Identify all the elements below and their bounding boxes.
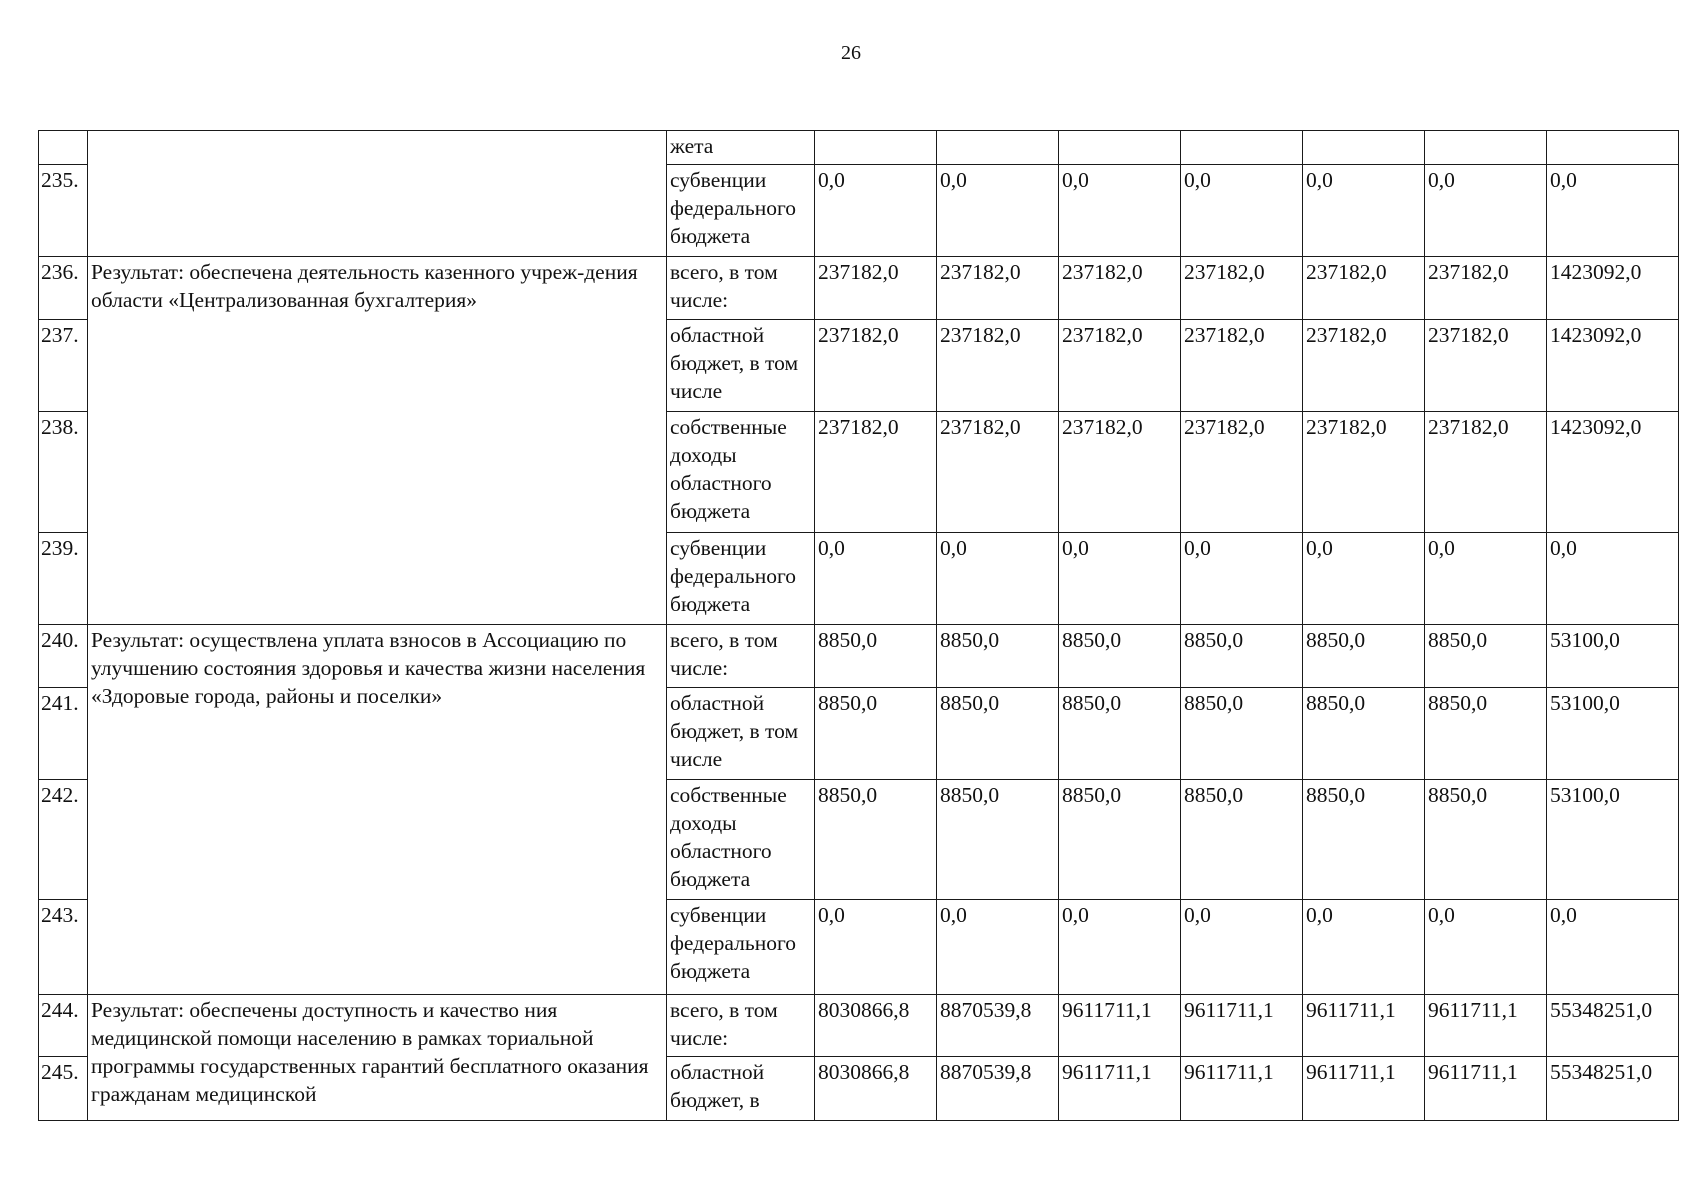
funding-source: областной бюджет, в том числе bbox=[667, 688, 815, 780]
value-cell: 237182,0 bbox=[1059, 257, 1181, 320]
value-cell: 8850,0 bbox=[1181, 625, 1303, 688]
value-cell: 0,0 bbox=[1425, 165, 1547, 257]
value-cell: 9611711,1 bbox=[1181, 995, 1303, 1057]
value-cell: 9611711,1 bbox=[1303, 995, 1425, 1057]
value-cell: 0,0 bbox=[1181, 900, 1303, 995]
value-cell: 53100,0 bbox=[1547, 688, 1679, 780]
value-cell: 237182,0 bbox=[1425, 320, 1547, 412]
funding-source: всего, в том числе: bbox=[667, 625, 815, 688]
value-cell: 0,0 bbox=[1181, 165, 1303, 257]
table-row bbox=[39, 257, 1679, 320]
value-cell: 237182,0 bbox=[1425, 412, 1547, 533]
value-cell: 237182,0 bbox=[937, 257, 1059, 320]
row-number: 243. bbox=[39, 900, 88, 995]
value-cell: 237182,0 bbox=[1059, 412, 1181, 533]
funding-source: областной бюджет, в том числе bbox=[667, 320, 815, 412]
budget-table bbox=[38, 130, 1679, 1121]
value-cell: 8850,0 bbox=[1181, 688, 1303, 780]
value-cell: 237182,0 bbox=[1181, 257, 1303, 320]
value-cell: 8850,0 bbox=[1059, 625, 1181, 688]
value-cell: 0,0 bbox=[937, 165, 1059, 257]
value-cell: 0,0 bbox=[1425, 900, 1547, 995]
value-cell: 237182,0 bbox=[1059, 320, 1181, 412]
funding-source: областной бюджет, в bbox=[667, 1057, 815, 1121]
value-cell: 0,0 bbox=[1303, 900, 1425, 995]
value-cell: 237182,0 bbox=[1425, 257, 1547, 320]
value-cell: 8850,0 bbox=[1425, 625, 1547, 688]
result-description: Результат: обеспечены доступность и качество ния медицинской помощи населению в рамках ториальной программы государственных гарантий бесплатного оказания гражданам медицинской bbox=[88, 995, 667, 1121]
value-cell: 8870539,8 bbox=[937, 995, 1059, 1057]
value-cell: 8850,0 bbox=[815, 688, 937, 780]
row-number bbox=[39, 131, 88, 165]
value-cell: 0,0 bbox=[1181, 533, 1303, 625]
value-cell: 8850,0 bbox=[1425, 688, 1547, 780]
result-description: Результат: осуществлена уплата взносов в Ассоциацию по улучшению состояния здоровья и качества жизни населения «Здоровые города, районы и поселки» bbox=[88, 625, 667, 995]
result-description: Результат: обеспечена деятельность казенного учреж-дения области «Централизованная бухгалтерия» bbox=[88, 257, 667, 625]
value-cell bbox=[937, 131, 1059, 165]
result-description bbox=[88, 131, 667, 257]
funding-source: субвенции федерального бюджета bbox=[667, 900, 815, 995]
value-cell bbox=[815, 131, 937, 165]
funding-source: всего, в том числе: bbox=[667, 995, 815, 1057]
row-number: 239. bbox=[39, 533, 88, 625]
value-cell: 8850,0 bbox=[1303, 780, 1425, 900]
funding-source: субвенции федерального бюджета bbox=[667, 533, 815, 625]
value-cell: 0,0 bbox=[1547, 533, 1679, 625]
value-cell: 9611711,1 bbox=[1425, 1057, 1547, 1121]
value-cell: 237182,0 bbox=[1181, 320, 1303, 412]
value-cell: 9611711,1 bbox=[1425, 995, 1547, 1057]
row-number: 235. bbox=[39, 165, 88, 257]
value-cell: 0,0 bbox=[1425, 533, 1547, 625]
value-cell: 237182,0 bbox=[815, 412, 937, 533]
value-cell: 237182,0 bbox=[1181, 412, 1303, 533]
value-cell: 8850,0 bbox=[1059, 780, 1181, 900]
value-cell: 237182,0 bbox=[815, 257, 937, 320]
value-cell bbox=[1303, 131, 1425, 165]
value-cell: 8030866,8 bbox=[815, 995, 937, 1057]
value-cell: 0,0 bbox=[815, 900, 937, 995]
value-cell bbox=[1059, 131, 1181, 165]
value-cell: 1423092,0 bbox=[1547, 412, 1679, 533]
value-cell: 9611711,1 bbox=[1059, 1057, 1181, 1121]
value-cell: 53100,0 bbox=[1547, 625, 1679, 688]
value-cell: 237182,0 bbox=[937, 320, 1059, 412]
value-cell bbox=[1425, 131, 1547, 165]
table-row bbox=[39, 625, 1679, 688]
value-cell: 8850,0 bbox=[1425, 780, 1547, 900]
value-cell: 8850,0 bbox=[1303, 625, 1425, 688]
value-cell: 8870539,8 bbox=[937, 1057, 1059, 1121]
value-cell bbox=[1547, 131, 1679, 165]
value-cell bbox=[1181, 131, 1303, 165]
value-cell: 8850,0 bbox=[937, 780, 1059, 900]
value-cell: 8850,0 bbox=[1059, 688, 1181, 780]
row-number: 238. bbox=[39, 412, 88, 533]
value-cell: 8850,0 bbox=[815, 625, 937, 688]
value-cell: 8850,0 bbox=[1303, 688, 1425, 780]
value-cell: 9611711,1 bbox=[1181, 1057, 1303, 1121]
row-number: 242. bbox=[39, 780, 88, 900]
value-cell: 53100,0 bbox=[1547, 780, 1679, 900]
value-cell: 8850,0 bbox=[1181, 780, 1303, 900]
row-number: 241. bbox=[39, 688, 88, 780]
value-cell: 0,0 bbox=[937, 533, 1059, 625]
value-cell: 8850,0 bbox=[815, 780, 937, 900]
value-cell: 237182,0 bbox=[937, 412, 1059, 533]
value-cell: 0,0 bbox=[1547, 900, 1679, 995]
value-cell: 0,0 bbox=[1547, 165, 1679, 257]
value-cell: 0,0 bbox=[1059, 533, 1181, 625]
value-cell: 9611711,1 bbox=[1303, 1057, 1425, 1121]
row-number: 237. bbox=[39, 320, 88, 412]
value-cell: 237182,0 bbox=[1303, 257, 1425, 320]
value-cell: 237182,0 bbox=[815, 320, 937, 412]
row-number: 240. bbox=[39, 625, 88, 688]
funding-source: собственные доходы областного бюджета bbox=[667, 412, 815, 533]
value-cell: 1423092,0 bbox=[1547, 320, 1679, 412]
value-cell: 0,0 bbox=[1059, 900, 1181, 995]
value-cell: 8850,0 bbox=[937, 688, 1059, 780]
value-cell: 0,0 bbox=[937, 900, 1059, 995]
value-cell: 0,0 bbox=[815, 533, 937, 625]
value-cell: 0,0 bbox=[1303, 533, 1425, 625]
funding-source: собственные доходы областного бюджета bbox=[667, 780, 815, 900]
row-number: 244. bbox=[39, 995, 88, 1057]
funding-source: субвенции федерального бюджета bbox=[667, 165, 815, 257]
row-number: 236. bbox=[39, 257, 88, 320]
value-cell: 237182,0 bbox=[1303, 412, 1425, 533]
value-cell: 0,0 bbox=[815, 165, 937, 257]
value-cell: 8850,0 bbox=[937, 625, 1059, 688]
value-cell: 9611711,1 bbox=[1059, 995, 1181, 1057]
page-number: 26 bbox=[841, 42, 861, 64]
value-cell: 55348251,0 bbox=[1547, 1057, 1679, 1121]
value-cell: 0,0 bbox=[1303, 165, 1425, 257]
table-row bbox=[39, 131, 1679, 165]
value-cell: 0,0 bbox=[1059, 165, 1181, 257]
row-number: 245. bbox=[39, 1057, 88, 1121]
value-cell: 55348251,0 bbox=[1547, 995, 1679, 1057]
value-cell: 8030866,8 bbox=[815, 1057, 937, 1121]
funding-source: всего, в том числе: bbox=[667, 257, 815, 320]
value-cell: 237182,0 bbox=[1303, 320, 1425, 412]
funding-source: жета bbox=[667, 131, 815, 165]
value-cell: 1423092,0 bbox=[1547, 257, 1679, 320]
table-row bbox=[39, 995, 1679, 1057]
